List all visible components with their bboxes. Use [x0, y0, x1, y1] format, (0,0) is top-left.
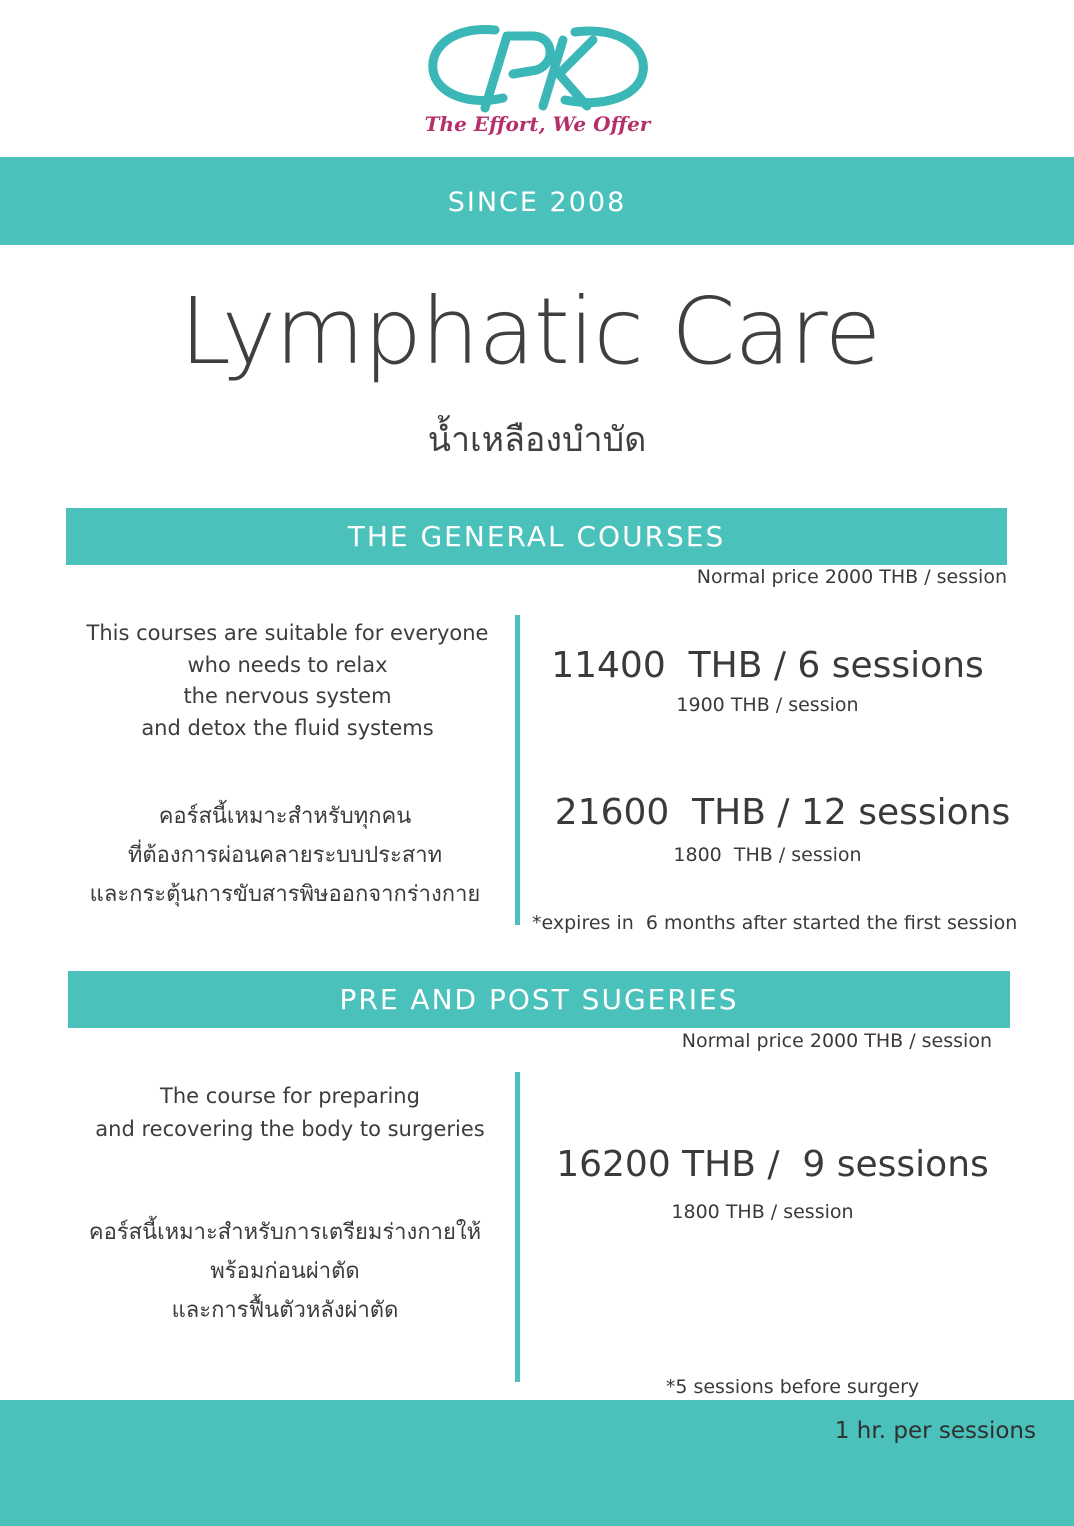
- desc-line-thai: และกระตุ้นการขับสารพิษออกจากร่างกาย: [89, 882, 481, 907]
- general-courses-title: THE GENERAL COURSES: [347, 520, 726, 553]
- general-courses-bar: [66, 508, 1007, 565]
- package-9-per-session: 1800 THB / session: [671, 1201, 854, 1223]
- package-6-sessions-price: 11400 THB / 6 sessions: [551, 645, 984, 686]
- package-12-per-session: 1800 THB / session: [673, 844, 862, 866]
- desc-line-thai: คอร์สนี้เหมาะสำหรับทุกคน: [158, 804, 412, 829]
- general-description-th: [55, 797, 515, 914]
- desc-line: and detox the fluid systems: [141, 715, 434, 740]
- note-line: *5 sessions before surgery: [665, 1376, 920, 1398]
- desc-line: The course for preparing: [160, 1084, 420, 1108]
- surgery-description-en: [60, 1080, 520, 1146]
- session-duration: 1 hr. per sessions: [834, 1418, 1036, 1444]
- general-description-en: [60, 618, 515, 744]
- desc-line-thai: พร้อมก่อนผ่าตัด: [210, 1259, 360, 1284]
- desc-line-thai: ที่ต้องการผ่อนคลายระบบประสาท: [127, 843, 443, 868]
- surgery-courses-bar: [68, 971, 1010, 1028]
- page-subtitle-thai: น้ำเหลืองบำบัด: [427, 420, 647, 460]
- surgery-courses-title: PRE AND POST SUGERIES: [339, 983, 739, 1016]
- desc-line-thai: คอร์สนี้เหมาะสำหรับการเตรียมร่างกายให้: [88, 1220, 482, 1245]
- general-expiry-note: *expires in 6 months after started the first session: [532, 912, 1018, 934]
- page-title: Lymphatic Care: [179, 278, 881, 385]
- surgery-description-th: [50, 1213, 520, 1330]
- since-label: SINCE 2008: [447, 187, 627, 218]
- surgery-normal-price: Normal price 2000 THB / session: [681, 1030, 992, 1052]
- brand-tagline: The Effort, We Offer: [424, 112, 651, 136]
- package-12-sessions-price: 21600 THB / 12 sessions: [554, 792, 1011, 833]
- desc-line: This courses are suitable for everyone: [86, 621, 489, 645]
- desc-line-thai: และการฟื้นตัวหลังผ่าตัด: [171, 1298, 399, 1323]
- desc-line: the nervous system: [183, 684, 392, 708]
- general-normal-price: Normal price 2000 THB / session: [696, 566, 1007, 588]
- package-6-per-session: 1900 THB / session: [676, 694, 859, 716]
- desc-line: and recovering the body to surgeries: [95, 1117, 485, 1141]
- desc-line: who needs to relax: [187, 652, 388, 677]
- package-9-sessions-price: 16200 THB / 9 sessions: [556, 1144, 989, 1185]
